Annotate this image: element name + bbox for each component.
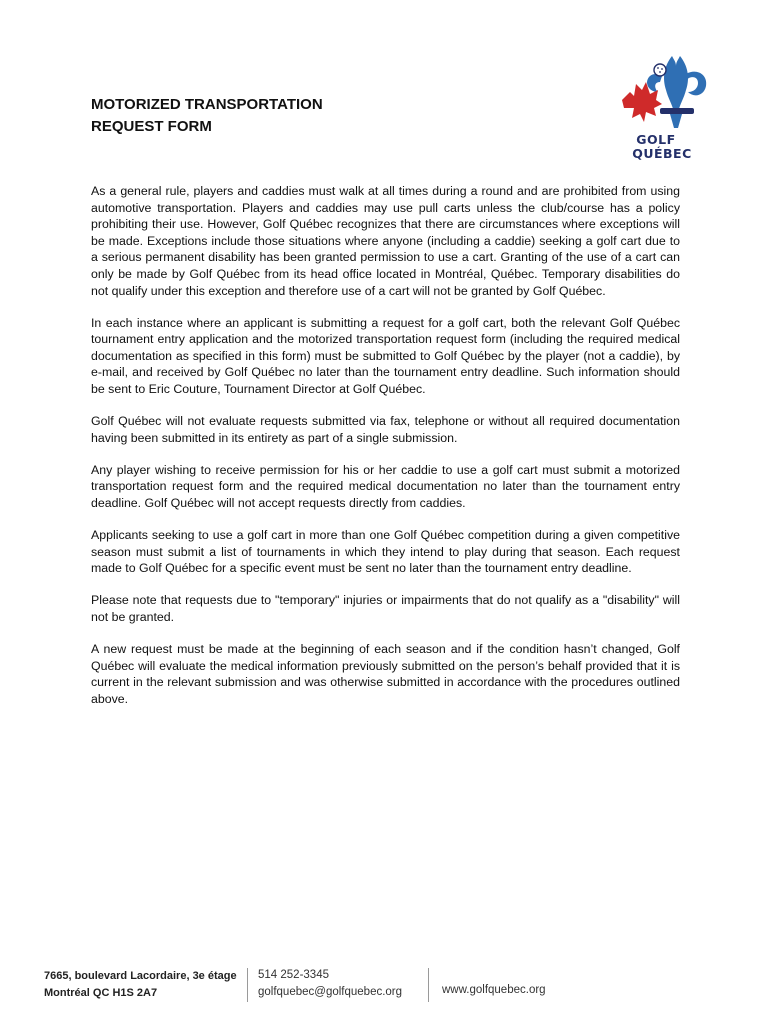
page-title bbox=[91, 94, 323, 138]
title-line-2: REQUEST FORM bbox=[91, 118, 212, 135]
paragraph-general-rule: As a general rule, players and caddies must walk at all times during a round and are prohibited from using automotive transportation. Players and caddies may use pull carts unless the club/course has a policy prohibiting their use. However, Golf Québec recognizes that there are circumstances where exceptions will be made. Exceptions include those situations where anyone (including a caddie) seeking a golf cart due to a serious permanent disability has been granted permission to use a cart. Granting of the use of a cart can only be made by Golf Québec from its head office located in Montréal, Québec. Temporary disabilities do not qualify under this exception and therefore use of a cart will not be granted by Golf Québec. bbox=[91, 184, 680, 298]
page-footer bbox=[0, 964, 770, 1004]
logo-text-golf: GOLF bbox=[636, 132, 676, 147]
paragraph-caddie-permission: Any player wishing to receive permission for his or her caddie to use a golf cart must submit a motorized transportation request form and the required medical documentation no later than the tournament entry deadline. Golf Québec will not accept requests directly from caddies. bbox=[91, 462, 680, 510]
footer-email-link[interactable]: golfquebec@golfquebec.org bbox=[258, 986, 403, 998]
document-body bbox=[91, 183, 680, 723]
paragraph-temporary-injuries: Please note that requests due to "temporary" injuries or impairments that do not qualify as a "disability" will not be granted. bbox=[91, 593, 680, 624]
footer-contact bbox=[258, 967, 402, 1001]
footer-address-line2: Montréal QC H1S 2A7 bbox=[44, 987, 158, 999]
paragraph-submission-requirements: In each instance where an applicant is submitting a request for a golf cart, both the relevant Golf Québec tournament entry application and the motorized transportation request form (including the required medical documentation as specified in this form) must be submitted to Golf Québec by the player (not a caddie), by e-mail, and received by Golf Québec no later than the tournament entry deadline. Such information should be sent to Eric Couture, Tournament Director at Golf Québec. bbox=[91, 315, 680, 397]
paragraph-new-season: A new request must be made at the beginning of each season and if the condition hasn’t changed, Golf Québec will evaluate the medical information previously submitted on the person’s behalf provided that it is current in the relevant submission and was otherwise submitted in accordance with the procedures outlined above. bbox=[91, 642, 680, 706]
paragraph-multiple-competitions: Applicants seeking to use a golf cart in more than one Golf Québec competition during a given competitive season must submit a list of tournaments in which they intend to play during that season. Each request made to Golf Québec for a specific event must be sent no later than the tournament entry deadline. bbox=[91, 528, 680, 576]
paragraph-evaluation: Golf Québec will not evaluate requests submitted via fax, telephone or without all required documentation having been submitted in its entirety as part of a single submission. bbox=[91, 414, 680, 445]
golf-quebec-logo bbox=[614, 52, 710, 164]
footer-address bbox=[44, 968, 237, 1002]
footer-address-line1: 7665, boulevard Lacordaire, 3e étage bbox=[44, 970, 237, 982]
fleur-de-lis-golf-logo-icon bbox=[614, 52, 710, 134]
footer-divider bbox=[247, 968, 248, 1002]
footer-divider bbox=[428, 968, 429, 1002]
logo-text-quebec: QUÉBEC bbox=[632, 146, 692, 161]
footer-phone: 514 252-3345 bbox=[258, 969, 329, 981]
footer-website-link[interactable]: www.golfquebec.org bbox=[442, 984, 546, 996]
title-line-1: MOTORIZED TRANSPORTATION bbox=[91, 96, 323, 113]
